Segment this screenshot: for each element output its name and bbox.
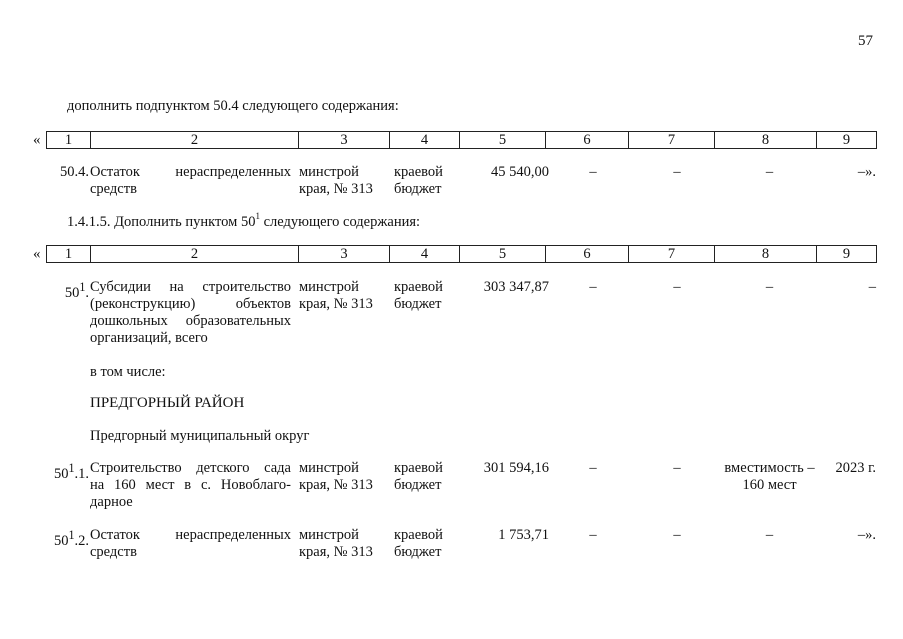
opening-quote: « (33, 246, 41, 262)
row-description: Строительство детского сада на 160 мест в с. Новоблаго- дарное (90, 460, 291, 510)
column-numbers-table (46, 245, 877, 263)
row-agency: минстрой края, № 313 (299, 460, 373, 493)
column-number: 3 (299, 132, 390, 149)
row-number: 50.4. (60, 164, 89, 180)
column-number: 4 (390, 132, 460, 149)
row-col-7: – (673, 460, 681, 476)
column-numbers-table (46, 131, 877, 149)
column-number: 9 (817, 132, 877, 149)
row-agency: минстрой края, № 313 (299, 164, 373, 197)
row-number: $50^1.2$. (53, 528, 89, 549)
row-number: $50^1.1$. (53, 461, 89, 482)
row-description: Остаток нераспределенных средств (90, 164, 291, 197)
column-number: 8 (715, 132, 817, 149)
row-col-6: – (589, 164, 597, 180)
column-number: 7 (629, 132, 715, 149)
row-col-7: – (673, 279, 681, 295)
intro-paragraph-1: дополнить подпунктом 50.4 следующего содержания: (67, 98, 399, 114)
row-col-8: – (765, 279, 774, 295)
row-amount: 1 753,71 (498, 527, 549, 543)
column-number: 2 (91, 246, 299, 263)
column-number: 9 (817, 246, 877, 263)
row-col-8: – (765, 527, 774, 543)
row-amount: 303 347,87 (483, 279, 549, 295)
row-col-9: – (868, 279, 876, 295)
row-agency: минстрой края, № 313 (299, 279, 373, 312)
column-number: 2 (91, 132, 299, 149)
row-col-9: 2023 г. (835, 460, 876, 476)
row-description: Остаток нераспределенных средств (90, 527, 291, 560)
row-amount: 301 594,16 (483, 460, 549, 476)
column-number: 1 (47, 246, 91, 263)
intro-paragraph-2: 1.4.1.5. Дополнить пунктом $50^1$ следующего содержания: (67, 211, 421, 230)
row-funding-source: краевой бюджет (394, 460, 443, 493)
row-col-8: вместимость – 160 мест (724, 460, 815, 493)
district-heading: Предгорный муниципальный округ (90, 428, 310, 444)
column-number: 6 (546, 246, 629, 263)
region-heading: ПРЕДГОРНЫЙ РАЙОН (90, 395, 245, 411)
row-description: Субсидии на строительство (реконструкцию) объектов дошкольных образовательных организаций, всего (90, 279, 291, 346)
row-number: $50^1$. (64, 280, 89, 301)
row-col-9: –». (857, 527, 876, 543)
column-number: 1 (47, 132, 91, 149)
row-col-9: –». (857, 164, 876, 180)
row-funding-source: краевой бюджет (394, 279, 443, 312)
column-number: 4 (390, 246, 460, 263)
row-agency: минстрой края, № 313 (299, 527, 373, 560)
page-number: 57 (858, 33, 873, 49)
column-number: 5 (460, 132, 546, 149)
column-number: 7 (629, 246, 715, 263)
table-header-2 (33, 245, 876, 263)
row-col-6: – (589, 279, 597, 295)
in-that-number-label: в том числе: (90, 364, 166, 380)
row-col-7: – (673, 527, 681, 543)
column-number: 8 (715, 246, 817, 263)
row-funding-source: краевой бюджет (394, 164, 443, 197)
column-number: 5 (460, 246, 546, 263)
opening-quote: « (33, 132, 41, 148)
row-col-7: – (673, 164, 681, 180)
table-header-1 (33, 131, 876, 149)
column-number: 3 (299, 246, 390, 263)
row-amount: 45 540,00 (491, 164, 549, 180)
column-number: 6 (546, 132, 629, 149)
row-col-6: – (589, 460, 597, 476)
row-col-8: – (765, 164, 774, 180)
row-col-6: – (589, 527, 597, 543)
row-funding-source: краевой бюджет (394, 527, 443, 560)
